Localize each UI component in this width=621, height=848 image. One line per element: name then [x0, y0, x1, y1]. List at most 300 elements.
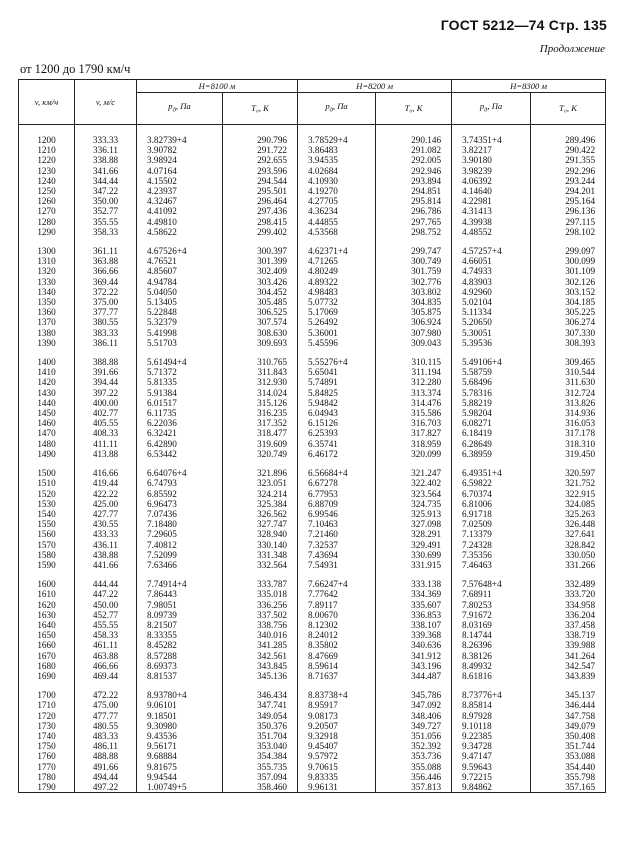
speed-ms-cell: 475.00 [75, 700, 137, 710]
spacer-cell [452, 570, 531, 579]
table-row [19, 377, 606, 387]
temperature-8300-cell: 353.088 [531, 751, 606, 761]
speed-kmh-cell: 1200 [19, 125, 75, 146]
pressure-8200-cell: 9.20507 [298, 721, 376, 731]
speed-ms-cell: 402.77 [75, 408, 137, 418]
table-row [19, 256, 606, 266]
speed-ms-cell: 436.11 [75, 540, 137, 550]
pressure-8100-cell: 6.64076+4 [137, 468, 223, 478]
pressure-8100-cell: 5.61494+4 [137, 357, 223, 367]
pressure-8300-cell: 9.10118 [452, 721, 531, 731]
spacer-cell [223, 681, 298, 690]
header-temperature: T₀, К [376, 93, 452, 125]
pressure-8200-cell: 5.26492 [298, 317, 376, 327]
speed-ms-cell: 333.33 [75, 125, 137, 146]
pressure-8100-cell: 4.94784 [137, 277, 223, 287]
temperature-8200-cell: 313.374 [376, 388, 452, 398]
table-row [19, 217, 606, 227]
temperature-8200-cell: 348.406 [376, 711, 452, 721]
spacer-cell [376, 681, 452, 690]
table-row [19, 630, 606, 640]
speed-ms-cell: 366.66 [75, 266, 137, 276]
pressure-8300-cell: 4.22981 [452, 196, 531, 206]
speed-kmh-cell: 1560 [19, 529, 75, 539]
pressure-8300-cell: 8.14744 [452, 630, 531, 640]
pressure-8100-cell: 7.63466 [137, 560, 223, 570]
pressure-8100-cell: 4.76521 [137, 256, 223, 266]
table-row [19, 640, 606, 650]
header-speed-ms: v, м/с [75, 80, 137, 125]
temperature-8300-cell: 350.408 [531, 731, 606, 741]
pressure-8200-cell: 9.70615 [298, 762, 376, 772]
table-row [19, 509, 606, 519]
continuation-label: Продолжение [539, 43, 605, 55]
speed-kmh-cell: 1460 [19, 418, 75, 428]
pressure-8200-cell: 9.08173 [298, 711, 376, 721]
spacer-cell [531, 570, 606, 579]
speed-ms-cell: 480.55 [75, 721, 137, 731]
speed-ms-cell: 336.11 [75, 145, 137, 155]
temperature-8100-cell: 355.735 [223, 762, 298, 772]
temperature-8100-cell: 357.094 [223, 772, 298, 782]
spacer-cell [452, 348, 531, 357]
speed-ms-cell: 452.77 [75, 610, 137, 620]
speed-ms-cell: 463.88 [75, 651, 137, 661]
pressure-8200-cell: 8.59614 [298, 661, 376, 671]
speed-kmh-cell: 1530 [19, 499, 75, 509]
temperature-8300-cell: 294.201 [531, 186, 606, 196]
temperature-8300-cell: 357.165 [531, 782, 606, 793]
pressure-8100-cell: 9.68884 [137, 751, 223, 761]
temperature-8200-cell: 357.813 [376, 782, 452, 793]
speed-ms-cell: 483.33 [75, 731, 137, 741]
temperature-8200-cell: 320.099 [376, 449, 452, 459]
pressure-8100-cell: 4.41092 [137, 206, 223, 216]
pressure-8100-cell: 5.22848 [137, 307, 223, 317]
pressure-8200-cell: 6.67278 [298, 478, 376, 488]
table-row [19, 428, 606, 438]
speed-ms-cell: 461.11 [75, 640, 137, 650]
pressure-8200-cell: 4.62371+4 [298, 246, 376, 256]
temperature-8100-cell: 341.285 [223, 640, 298, 650]
pressure-8300-cell: 6.08271 [452, 418, 531, 428]
temperature-8300-cell: 290.422 [531, 145, 606, 155]
temperature-8100-cell: 295.501 [223, 186, 298, 196]
temperature-8200-cell: 291.082 [376, 145, 452, 155]
temperature-8200-cell: 351.056 [376, 731, 452, 741]
pressure-8300-cell: 9.59643 [452, 762, 531, 772]
temperature-8300-cell: 351.744 [531, 741, 606, 751]
table-row [19, 449, 606, 459]
pressure-8300-cell: 4.66051 [452, 256, 531, 266]
spacer-cell [298, 348, 376, 357]
table-row [19, 357, 606, 367]
temperature-8300-cell: 334.958 [531, 600, 606, 610]
temperature-8300-cell: 305.225 [531, 307, 606, 317]
pressure-8200-cell: 9.57972 [298, 751, 376, 761]
temperature-8100-cell: 349.054 [223, 711, 298, 721]
pressure-8200-cell: 8.24012 [298, 630, 376, 640]
speed-ms-cell: 441.66 [75, 560, 137, 570]
pressure-8300-cell: 9.34728 [452, 741, 531, 751]
speed-kmh-cell: 1790 [19, 782, 75, 793]
speed-kmh-cell: 1720 [19, 711, 75, 721]
temperature-8200-cell: 296.786 [376, 206, 452, 216]
pressure-8100-cell: 5.41998 [137, 328, 223, 338]
pressure-8200-cell: 5.07732 [298, 297, 376, 307]
table-row [19, 690, 606, 700]
pressure-8200-cell: 7.43694 [298, 550, 376, 560]
spacer-cell [19, 570, 75, 579]
speed-kmh-cell: 1650 [19, 630, 75, 640]
pressure-8300-cell: 5.88219 [452, 398, 531, 408]
temperature-8100-cell: 353.040 [223, 741, 298, 751]
temperature-8100-cell: 327.747 [223, 519, 298, 529]
pressure-8300-cell: 7.91672 [452, 610, 531, 620]
pressure-8300-cell: 6.70374 [452, 489, 531, 499]
speed-kmh-cell: 1500 [19, 468, 75, 478]
header-temperature: T₀, К [531, 93, 606, 125]
speed-kmh-cell: 1270 [19, 206, 75, 216]
pressure-8100-cell: 4.67526+4 [137, 246, 223, 256]
speed-kmh-cell: 1380 [19, 328, 75, 338]
speed-kmh-cell: 1710 [19, 700, 75, 710]
temperature-8300-cell: 311.630 [531, 377, 606, 387]
spacer-cell [75, 570, 137, 579]
speed-ms-cell: 400.00 [75, 398, 137, 408]
header-temperature: T₀, К [223, 93, 298, 125]
speed-kmh-cell: 1570 [19, 540, 75, 550]
temperature-8200-cell: 322.402 [376, 478, 452, 488]
pressure-8100-cell: 9.94544 [137, 772, 223, 782]
header-altitude-8100: H=8100 м [137, 80, 298, 93]
spacer-cell [376, 459, 452, 468]
spacer-cell [223, 570, 298, 579]
temperature-8200-cell: 349.727 [376, 721, 452, 731]
temperature-8300-cell: 330.050 [531, 550, 606, 560]
table-row [19, 307, 606, 317]
pressure-8100-cell: 4.15502 [137, 176, 223, 186]
pressure-8300-cell: 4.31413 [452, 206, 531, 216]
speed-kmh-cell: 1290 [19, 227, 75, 237]
temperature-8200-cell: 325.913 [376, 509, 452, 519]
speed-kmh-cell: 1600 [19, 579, 75, 589]
temperature-8300-cell: 307.330 [531, 328, 606, 338]
speed-ms-cell: 411.11 [75, 439, 137, 449]
pressure-8300-cell: 7.24328 [452, 540, 531, 550]
table-row [19, 145, 606, 155]
temperature-8300-cell: 355.798 [531, 772, 606, 782]
pressure-8100-cell: 5.04050 [137, 287, 223, 297]
speed-kmh-cell: 1310 [19, 256, 75, 266]
pressure-8300-cell: 3.98239 [452, 166, 531, 176]
temperature-8200-cell: 315.586 [376, 408, 452, 418]
pressure-8100-cell: 4.58622 [137, 227, 223, 237]
spacer-cell [19, 681, 75, 690]
table-row [19, 671, 606, 681]
pressure-8300-cell: 6.38959 [452, 449, 531, 459]
pressure-8300-cell: 4.57257+4 [452, 246, 531, 256]
temperature-8200-cell: 317.827 [376, 428, 452, 438]
pressure-8200-cell: 9.96131 [298, 782, 376, 793]
table-row [19, 176, 606, 186]
temperature-8100-cell: 333.787 [223, 579, 298, 589]
pressure-8200-cell: 4.53568 [298, 227, 376, 237]
speed-kmh-cell: 1520 [19, 489, 75, 499]
temperature-8100-cell: 342.561 [223, 651, 298, 661]
table-row [19, 700, 606, 710]
speed-kmh-cell: 1410 [19, 367, 75, 377]
temperature-8300-cell: 301.109 [531, 266, 606, 276]
table-row [19, 600, 606, 610]
pressure-8300-cell: 7.80253 [452, 600, 531, 610]
temperature-8100-cell: 304.452 [223, 287, 298, 297]
speed-ms-cell: 438.88 [75, 550, 137, 560]
spacer-cell [75, 681, 137, 690]
temperature-8300-cell: 317.178 [531, 428, 606, 438]
atmosphere-data-table [18, 79, 606, 793]
temperature-8300-cell: 338.719 [531, 630, 606, 640]
block-separator [19, 237, 606, 246]
speed-ms-cell: 427.77 [75, 509, 137, 519]
speed-kmh-cell: 1320 [19, 266, 75, 276]
pressure-8300-cell: 5.02104 [452, 297, 531, 307]
speed-kmh-cell: 1420 [19, 377, 75, 387]
pressure-8200-cell: 4.71265 [298, 256, 376, 266]
temperature-8100-cell: 305.485 [223, 297, 298, 307]
temperature-8100-cell: 309.693 [223, 338, 298, 348]
temperature-8100-cell: 293.596 [223, 166, 298, 176]
spacer-cell [376, 570, 452, 579]
pressure-8100-cell: 6.22036 [137, 418, 223, 428]
speed-ms-cell: 344.44 [75, 176, 137, 186]
pressure-8300-cell: 5.78316 [452, 388, 531, 398]
spacer-cell [298, 459, 376, 468]
pressure-8200-cell: 5.17069 [298, 307, 376, 317]
pressure-8200-cell: 6.25393 [298, 428, 376, 438]
temperature-8200-cell: 307.980 [376, 328, 452, 338]
temperature-8100-cell: 320.749 [223, 449, 298, 459]
spacer-cell [531, 348, 606, 357]
pressure-8200-cell: 5.94842 [298, 398, 376, 408]
temperature-8200-cell: 292.005 [376, 155, 452, 165]
spacer-cell [376, 348, 452, 357]
pressure-8100-cell: 9.18501 [137, 711, 223, 721]
speed-ms-cell: 455.55 [75, 620, 137, 630]
pressure-8200-cell: 6.04943 [298, 408, 376, 418]
temperature-8100-cell: 308.630 [223, 328, 298, 338]
pressure-8200-cell: 6.15126 [298, 418, 376, 428]
speed-ms-cell: 447.22 [75, 589, 137, 599]
temperature-8200-cell: 318.959 [376, 439, 452, 449]
pressure-8100-cell: 6.85592 [137, 489, 223, 499]
temperature-8300-cell: 310.544 [531, 367, 606, 377]
speed-kmh-cell: 1640 [19, 620, 75, 630]
temperature-8300-cell: 293.244 [531, 176, 606, 186]
speed-ms-cell: 408.33 [75, 428, 137, 438]
temperature-8100-cell: 338.756 [223, 620, 298, 630]
table-row [19, 529, 606, 539]
temperature-8100-cell: 332.564 [223, 560, 298, 570]
pressure-8300-cell: 5.39536 [452, 338, 531, 348]
table-row [19, 206, 606, 216]
pressure-8300-cell: 5.68496 [452, 377, 531, 387]
pressure-8300-cell: 4.83903 [452, 277, 531, 287]
pressure-8300-cell: 7.46463 [452, 560, 531, 570]
pressure-8300-cell: 7.02509 [452, 519, 531, 529]
speed-kmh-cell: 1240 [19, 176, 75, 186]
pressure-8100-cell: 5.81335 [137, 377, 223, 387]
spacer-cell [298, 237, 376, 246]
pressure-8100-cell: 8.33355 [137, 630, 223, 640]
temperature-8100-cell: 294.544 [223, 176, 298, 186]
speed-kmh-cell: 1300 [19, 246, 75, 256]
speed-ms-cell: 430.55 [75, 519, 137, 529]
table-row [19, 519, 606, 529]
pressure-8300-cell: 8.26396 [452, 640, 531, 650]
temperature-8300-cell: 347.758 [531, 711, 606, 721]
speed-ms-cell: 383.33 [75, 328, 137, 338]
speed-kmh-cell: 1440 [19, 398, 75, 408]
pressure-8200-cell: 6.35741 [298, 439, 376, 449]
speed-kmh-cell: 1470 [19, 428, 75, 438]
temperature-8200-cell: 335.607 [376, 600, 452, 610]
pressure-8300-cell: 8.73776+4 [452, 690, 531, 700]
temperature-8200-cell: 331.915 [376, 560, 452, 570]
pressure-8100-cell: 4.49810 [137, 217, 223, 227]
temperature-8300-cell: 327.641 [531, 529, 606, 539]
pressure-8300-cell: 3.74351+4 [452, 125, 531, 146]
temperature-8100-cell: 323.051 [223, 478, 298, 488]
pressure-8100-cell: 3.98924 [137, 155, 223, 165]
pressure-8100-cell: 4.32467 [137, 196, 223, 206]
temperature-8200-cell: 299.747 [376, 246, 452, 256]
speed-kmh-cell: 1230 [19, 166, 75, 176]
table-row [19, 317, 606, 327]
pressure-8200-cell: 7.10463 [298, 519, 376, 529]
pressure-8100-cell: 8.09739 [137, 610, 223, 620]
temperature-8100-cell: 319.609 [223, 439, 298, 449]
pressure-8200-cell: 8.12302 [298, 620, 376, 630]
table-row [19, 620, 606, 630]
spacer-cell [298, 570, 376, 579]
speed-kmh-cell: 1430 [19, 388, 75, 398]
temperature-8100-cell: 317.352 [223, 418, 298, 428]
temperature-8100-cell: 335.018 [223, 589, 298, 599]
table-row [19, 287, 606, 297]
temperature-8300-cell: 303.152 [531, 287, 606, 297]
speed-kmh-cell: 1770 [19, 762, 75, 772]
speed-ms-cell: 358.33 [75, 227, 137, 237]
temperature-8200-cell: 356.446 [376, 772, 452, 782]
speed-ms-cell: 338.88 [75, 155, 137, 165]
speed-ms-cell: 369.44 [75, 277, 137, 287]
pressure-8300-cell: 9.84862 [452, 782, 531, 793]
pressure-8200-cell: 6.77953 [298, 489, 376, 499]
speed-kmh-cell: 1400 [19, 357, 75, 367]
speed-ms-cell: 491.66 [75, 762, 137, 772]
pressure-8200-cell: 3.94535 [298, 155, 376, 165]
pressure-8100-cell: 6.96473 [137, 499, 223, 509]
temperature-8300-cell: 337.458 [531, 620, 606, 630]
speed-ms-cell: 458.33 [75, 630, 137, 640]
temperature-8200-cell: 347.092 [376, 700, 452, 710]
temperature-8300-cell: 342.547 [531, 661, 606, 671]
pressure-8200-cell: 4.44855 [298, 217, 376, 227]
speed-ms-cell: 497.22 [75, 782, 137, 793]
pressure-8300-cell: 8.97928 [452, 711, 531, 721]
temperature-8200-cell: 310.115 [376, 357, 452, 367]
speed-ms-cell: 466.66 [75, 661, 137, 671]
table-row [19, 338, 606, 348]
temperature-8300-cell: 314.936 [531, 408, 606, 418]
temperature-8200-cell: 353.736 [376, 751, 452, 761]
temperature-8200-cell: 352.392 [376, 741, 452, 751]
speed-ms-cell: 444.44 [75, 579, 137, 589]
pressure-8200-cell: 9.83335 [298, 772, 376, 782]
table-row [19, 408, 606, 418]
pressure-8300-cell: 5.98204 [452, 408, 531, 418]
pressure-8300-cell: 6.28649 [452, 439, 531, 449]
speed-kmh-cell: 1590 [19, 560, 75, 570]
data-table-container [18, 79, 605, 793]
temperature-8100-cell: 306.525 [223, 307, 298, 317]
speed-kmh-cell: 1260 [19, 196, 75, 206]
temperature-8200-cell: 298.752 [376, 227, 452, 237]
pressure-8200-cell: 9.45407 [298, 741, 376, 751]
pressure-8100-cell: 5.91384 [137, 388, 223, 398]
temperature-8100-cell: 292.655 [223, 155, 298, 165]
speed-kmh-cell: 1690 [19, 671, 75, 681]
speed-ms-cell: 494.44 [75, 772, 137, 782]
temperature-8300-cell: 313.826 [531, 398, 606, 408]
temperature-8100-cell: 318.477 [223, 428, 298, 438]
temperature-8300-cell: 325.263 [531, 509, 606, 519]
temperature-8100-cell: 347.741 [223, 700, 298, 710]
temperature-8200-cell: 292.946 [376, 166, 452, 176]
pressure-8200-cell: 8.00670 [298, 610, 376, 620]
pressure-8100-cell: 8.81537 [137, 671, 223, 681]
speed-kmh-cell: 1660 [19, 640, 75, 650]
temperature-8200-cell: 312.280 [376, 377, 452, 387]
temperature-8100-cell: 336.256 [223, 600, 298, 610]
temperature-8200-cell: 302.776 [376, 277, 452, 287]
table-row [19, 579, 606, 589]
pressure-8300-cell: 9.72215 [452, 772, 531, 782]
temperature-8200-cell: 343.196 [376, 661, 452, 671]
speed-ms-cell: 488.88 [75, 751, 137, 761]
temperature-8200-cell: 300.749 [376, 256, 452, 266]
pressure-8100-cell: 6.42890 [137, 439, 223, 449]
speed-ms-cell: 469.44 [75, 671, 137, 681]
speed-kmh-cell: 1210 [19, 145, 75, 155]
speed-ms-cell: 377.77 [75, 307, 137, 317]
temperature-8100-cell: 345.136 [223, 671, 298, 681]
pressure-8200-cell: 6.99546 [298, 509, 376, 519]
pressure-8100-cell: 8.69373 [137, 661, 223, 671]
temperature-8200-cell: 290.146 [376, 125, 452, 146]
spacer-cell [75, 237, 137, 246]
pressure-8300-cell: 8.85814 [452, 700, 531, 710]
speed-ms-cell: 477.77 [75, 711, 137, 721]
table-row [19, 550, 606, 560]
temperature-8200-cell: 305.875 [376, 307, 452, 317]
pressure-8100-cell: 3.82739+4 [137, 125, 223, 146]
pressure-8100-cell: 7.74914+4 [137, 579, 223, 589]
temperature-8300-cell: 318.310 [531, 439, 606, 449]
header-altitude-8200: H=8200 м [298, 80, 452, 93]
table-row [19, 711, 606, 721]
